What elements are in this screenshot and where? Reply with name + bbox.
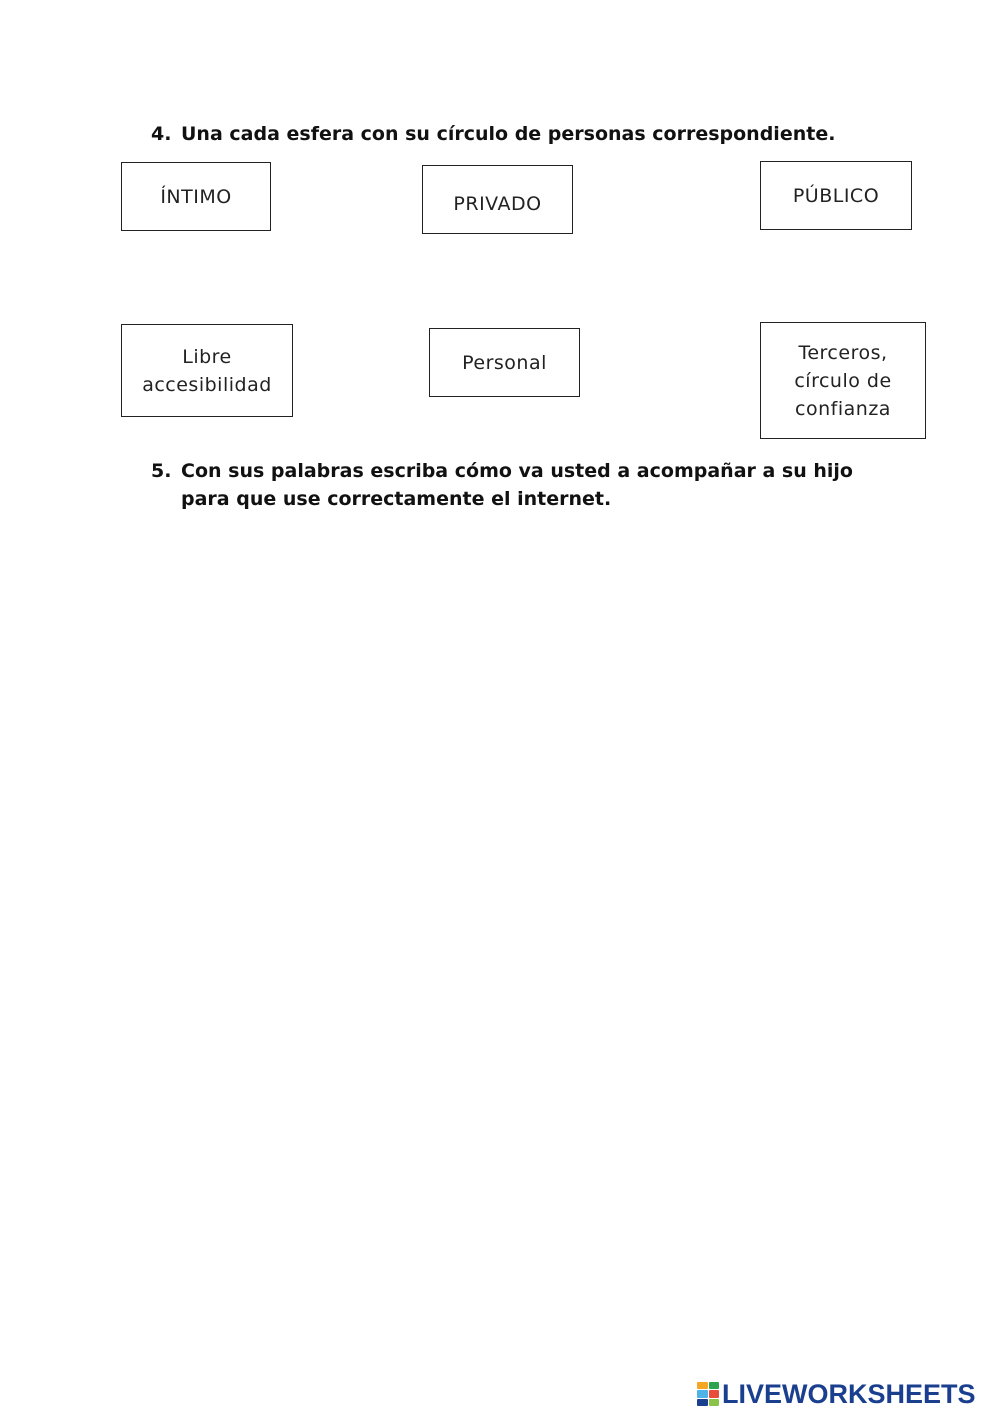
question-text: Una cada esfera con su círculo de personas correspondiente. bbox=[181, 123, 836, 145]
circle-label: Personal bbox=[462, 351, 547, 374]
logo-tile bbox=[697, 1390, 708, 1397]
circle-box-libre-accesibilidad[interactable] bbox=[121, 324, 293, 417]
question-number: 4. bbox=[151, 123, 172, 145]
circle-label-line: confianza bbox=[795, 397, 891, 420]
sphere-box-intimo[interactable] bbox=[121, 162, 271, 231]
question-5 bbox=[151, 457, 891, 517]
liveworksheets-logo bbox=[697, 1379, 993, 1409]
circle-box-terceros[interactable] bbox=[760, 322, 926, 439]
circle-label-line: accesibilidad bbox=[142, 373, 272, 396]
question-number: 5. bbox=[151, 460, 172, 482]
logo-tile bbox=[709, 1399, 720, 1406]
logo-tile bbox=[697, 1399, 708, 1406]
sphere-label: ÍNTIMO bbox=[160, 185, 232, 208]
circle-label-line: círculo de bbox=[794, 369, 892, 392]
sphere-box-privado[interactable] bbox=[422, 165, 573, 234]
logo-tile bbox=[709, 1390, 720, 1397]
logo-tile bbox=[709, 1382, 720, 1389]
circle-label-line: Terceros, bbox=[798, 341, 888, 364]
logo-tile bbox=[697, 1382, 708, 1389]
circle-label-line: Libre bbox=[182, 345, 232, 368]
circle-box-personal[interactable] bbox=[429, 328, 580, 397]
question-text-line-1: Con sus palabras escriba cómo va usted a acompañar a su hijo bbox=[181, 460, 853, 482]
question-4 bbox=[151, 120, 871, 148]
sphere-label: PRIVADO bbox=[453, 192, 542, 215]
liveworksheets-logo-icon bbox=[697, 1382, 719, 1406]
sphere-label: PÚBLICO bbox=[792, 184, 880, 207]
question-text-line-2: para que use correctamente el internet. bbox=[181, 488, 612, 510]
liveworksheets-brand-text: LIVEWORKSHEETS bbox=[722, 1378, 976, 1409]
sphere-box-publico[interactable] bbox=[760, 161, 912, 230]
